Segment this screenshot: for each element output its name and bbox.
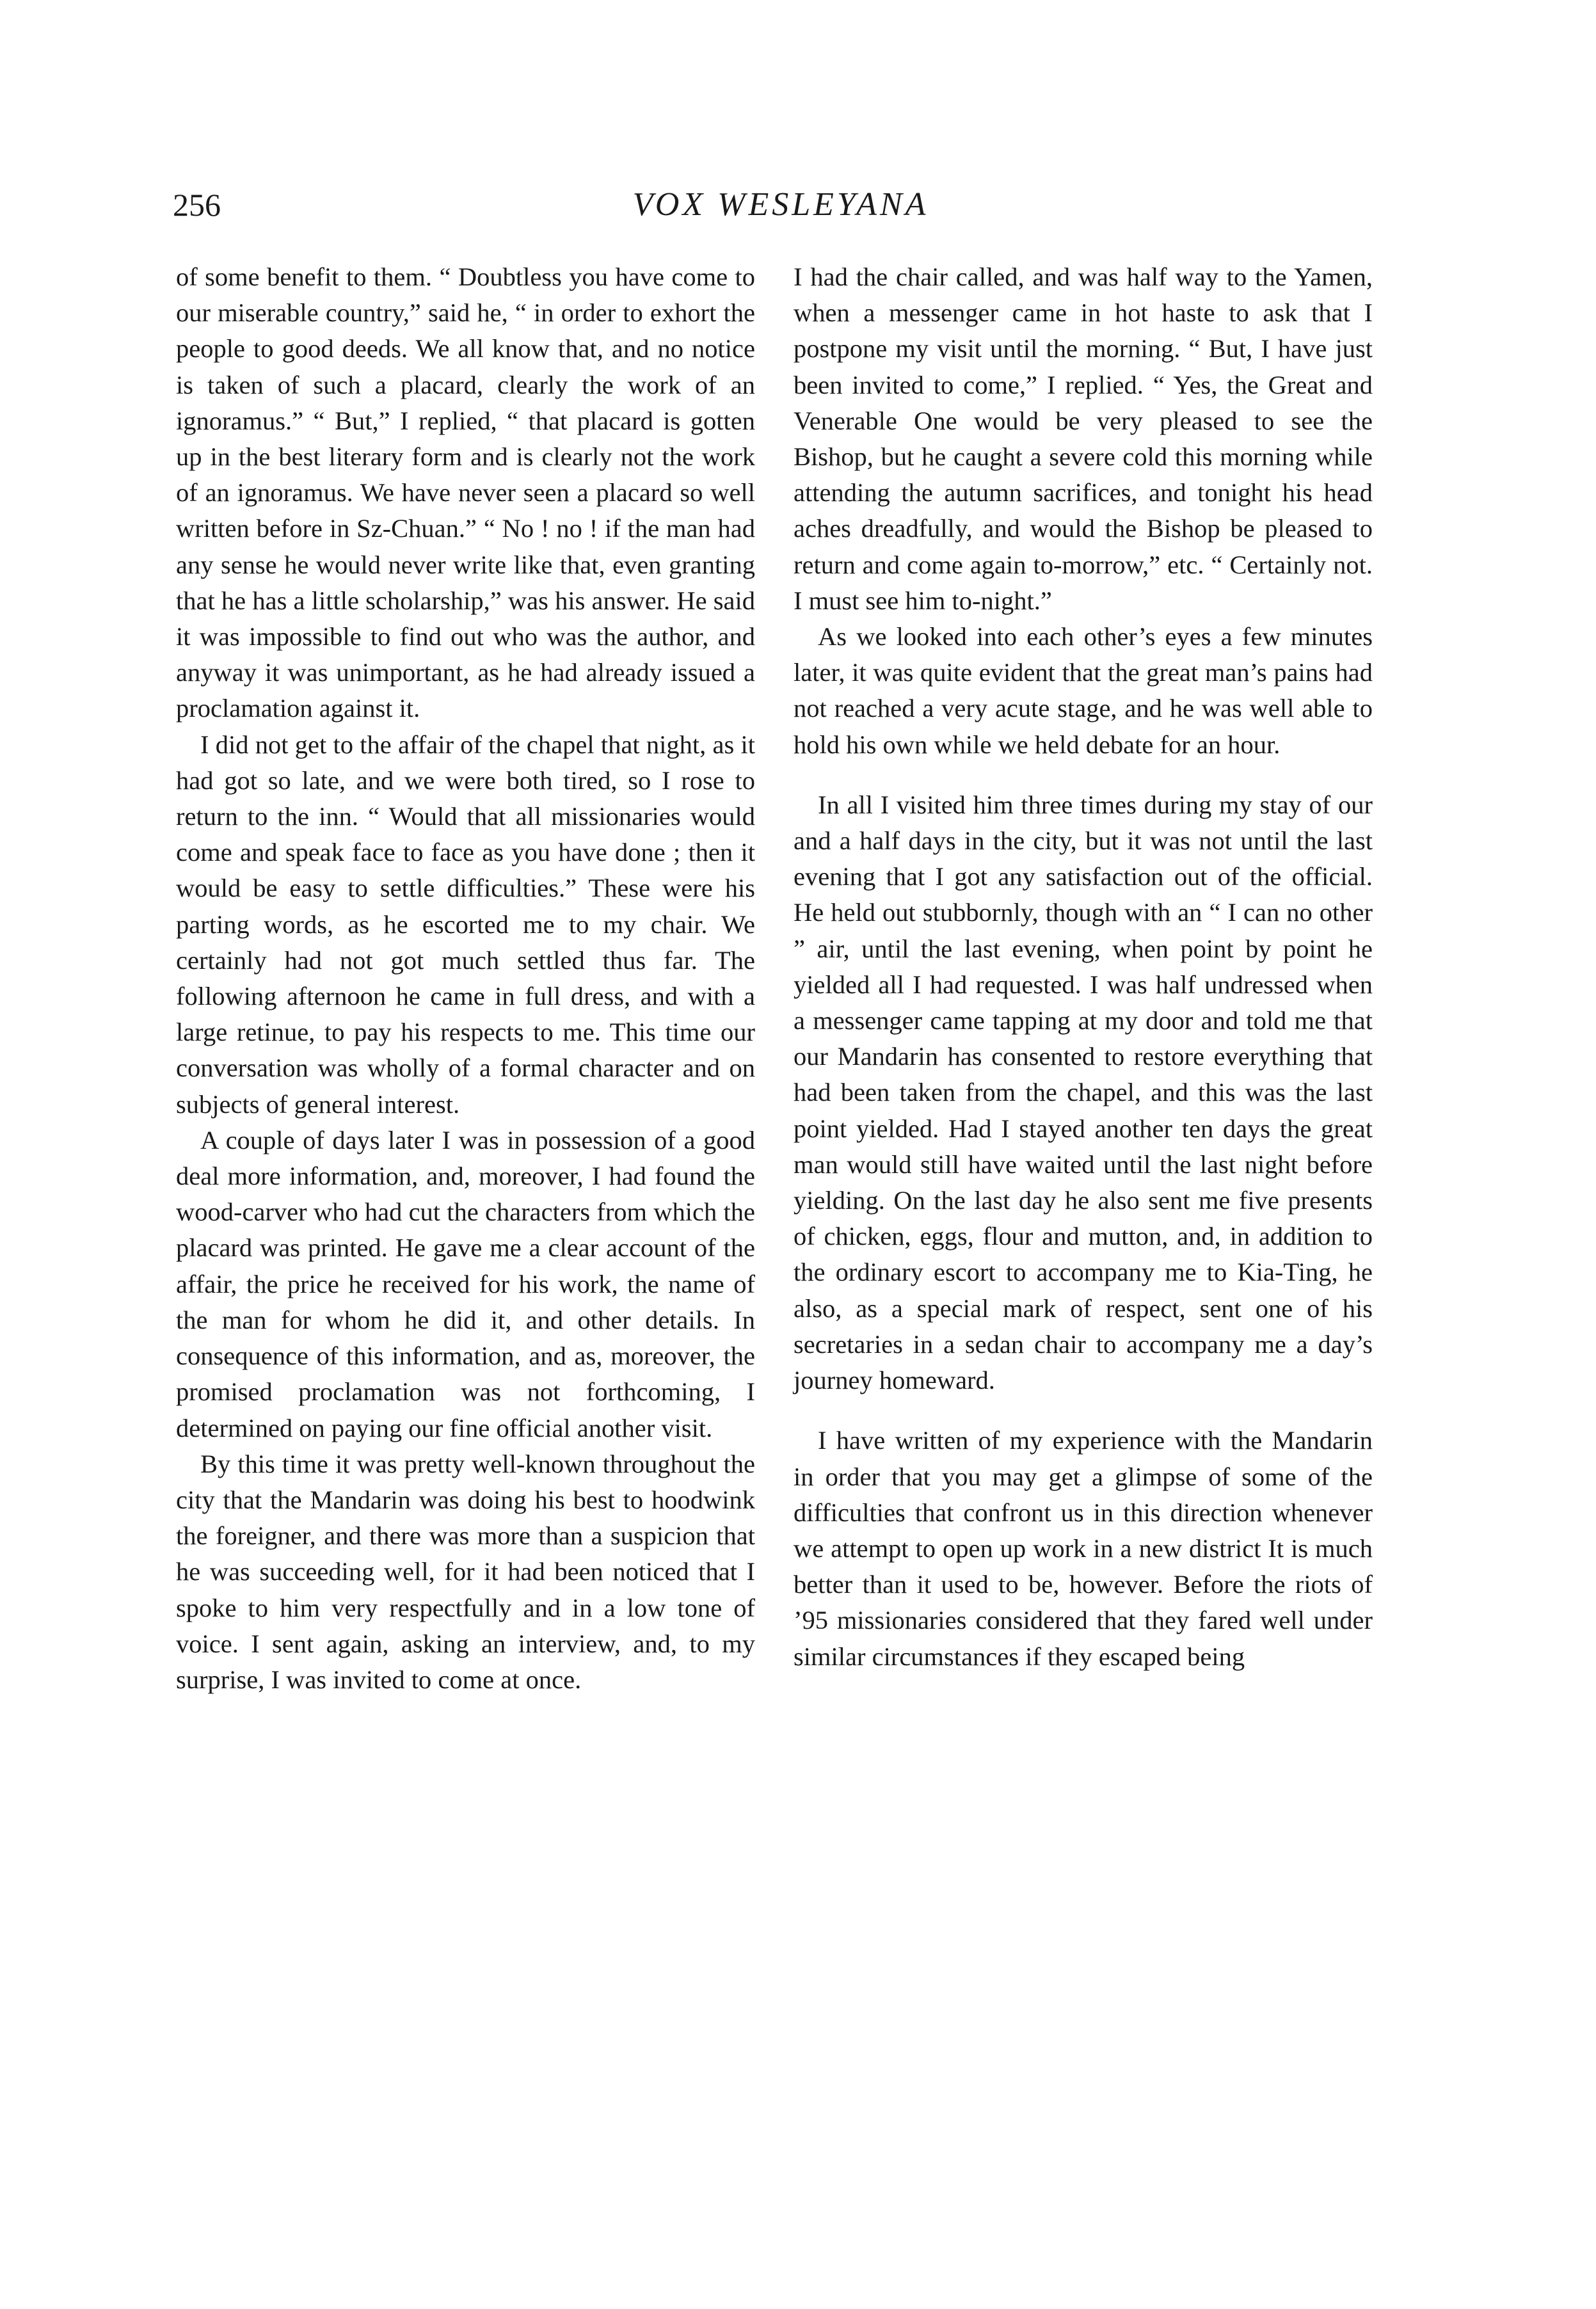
- right-column: [794, 259, 1373, 1675]
- running-title: VOX WESLEYANA: [632, 186, 929, 223]
- paragraph: A couple of days later I was in possession of a good deal more information, and, moreover, I had found the wood-carver who had cut the characters from which the placard was printed. He gave me a clear account of the affair, the price he received for his work, the name of the man for whom he did it, and other details. In consequence of this information, and as, moreover, the promised proclamation was not forthcoming, I determined on paying our fine official another visit.: [176, 1125, 755, 1442]
- paragraph: I had the chair called, and was half way to the Yamen, when a messenger came in hot haste to ask that I postpone my visit until the morning. “ But, I have just been invited to come,” I replied. “ Yes, the Great and Venerable One would be very pleased to see the Bishop, but he caught a severe cold this morning while attending the autumn sacrifices, and tonight his head aches dreadfully, and would the Bishop be pleased to return and come again to-morrow,” etc. “ Certainly not. I must see him to-night.”: [794, 262, 1373, 615]
- paragraph: In all I visited him three times during my stay of our and a half days in the city, but it was not until the last evening that I got any satisfaction out of the official. He held out stubbornly, though with an “ I can no other ” air, until the last evening, when point by point he yielded all I had requested. I was half undressed when a messenger came tapping at my door and told me that our Mandarin has consented to restore everything that had been taken from the chapel, and this was the last point yielded. Had I stayed another ten days the great man would still have waited until the last night before yielding. On the last day he also sent me five presents of chicken, eggs, flour and mutton, and, in addition to the ordinary escort to accompany me to Kia-Ting, he also, as a special mark of respect, sent one of his secretaries in a sedan chair to accompany me a day’s journey homeward.: [794, 790, 1373, 1395]
- left-column: [176, 259, 755, 1698]
- paragraph: I did not get to the affair of the chapel that night, as it had got so late, and we were both tired, so I rose to return to the inn. “ Would that all missionaries would come and speak face to face as you have done ; then it would be easy to settle difficulties.” These were his parting words, as he escorted me to my chair. We certainly had not got much settled thus far. The following afternoon he came in full dress, and with a large retinue, to pay his respects to me. This time our conversation was wholly of a formal character and on subjects of general interest.: [176, 730, 755, 1119]
- paragraph: I have written of my experience with the Mandarin in order that you may get a glimpse of some of the difficulties that confront us in this direction whenever we attempt to open up work in a new district It is much better than it used to be, however. Before the riots of ’95 missionaries considered that they fared well under similar circumstances if they escaped being: [794, 1426, 1373, 1671]
- paragraph: As we looked into each other’s eyes a few minutes later, it was quite evident that the great man’s pains had not reached a very acute stage, and he was well able to hold his own while we held debate for an hour.: [794, 622, 1373, 759]
- page-number: 256: [173, 187, 221, 223]
- paragraph: By this time it was pretty well-known throughout the city that the Mandarin was doing his best to hoodwink the foreigner, and there was more than a suspicion that he was succeeding well, for it had been noticed that I spoke to him very respectfully and in a low tone of voice. I sent again, asking an interview, and, to my surprise, I was invited to come at once.: [176, 1449, 755, 1694]
- paragraph: of some benefit to them. “ Doubtless you have come to our miserable country,” said he, “ in order to exhort the people to good deeds. We all know that, and no notice is taken of such a placard, clearly the work of an ignoramus.” “ But,” I replied, “ that placard is gotten up in the best literary form and is clearly not the work of an ignoramus. We have never seen a placard so well written before in Sz-Chuan.” “ No ! no ! if the man had any sense he would never write like that, even granting that he has a little scholarship,” was his answer. He said it was impossible to find out who was the author, and anyway it was unimportant, as he had already issued a proclamation against it.: [176, 262, 755, 723]
- page-header: [173, 186, 1389, 243]
